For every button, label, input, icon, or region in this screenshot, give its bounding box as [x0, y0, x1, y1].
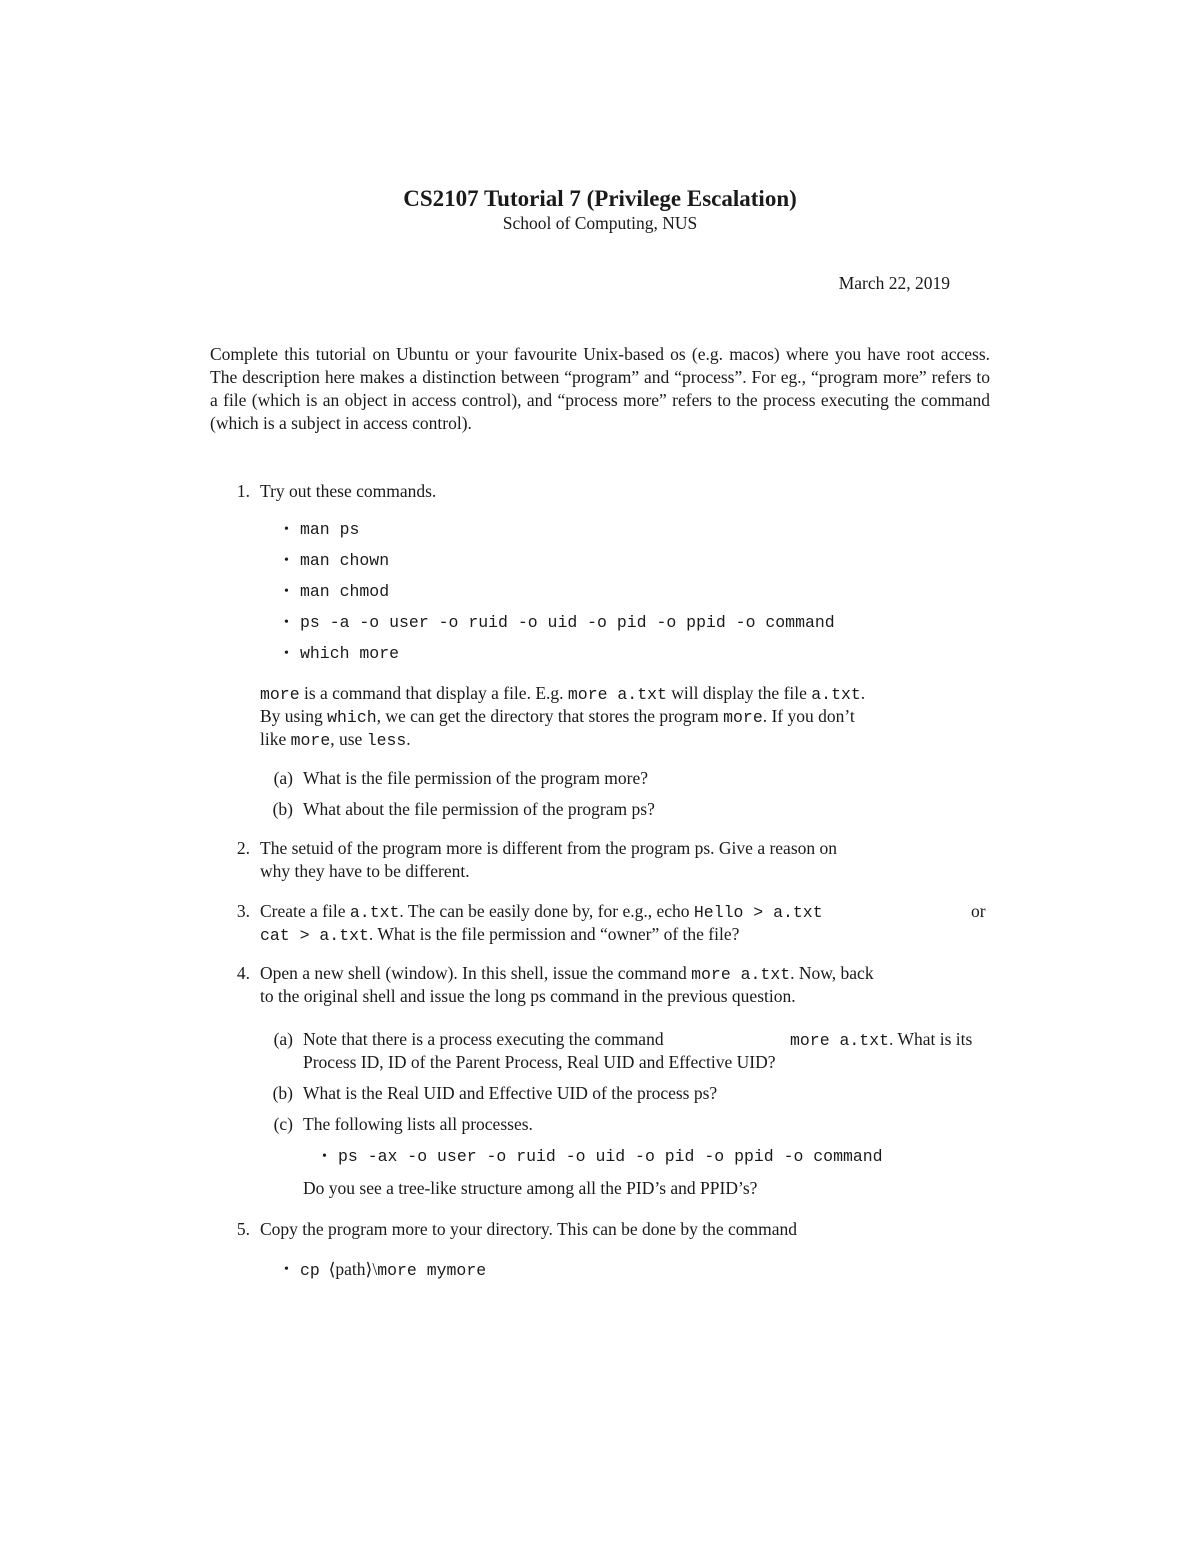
q1-note-line-1: more is a command that display a file. E.g. more a.txt will display the file a.txt.: [260, 683, 866, 704]
q3-number: 3.: [236, 901, 250, 921]
bullet-icon: •: [284, 522, 289, 537]
q2-line-2: why they have to be different.: [260, 861, 470, 881]
q4c-label: (c): [273, 1114, 293, 1134]
q1-note-line-3: like more, use less.: [260, 729, 411, 750]
q4c-command: ps -ax -o user -o ruid -o uid -o pid -o ppid -o command: [338, 1147, 883, 1166]
q1-note-line-2: By using which, we can get the directory that stores the program more. If you don’t: [260, 706, 855, 727]
document-title: CS2107 Tutorial 7 (Privilege Escalation): [403, 186, 797, 211]
q2-number: 2.: [236, 838, 250, 858]
q1b-label: (b): [272, 799, 293, 819]
q1-command-2: man chown: [300, 551, 390, 570]
intro-paragraph: Complete this tutorial on Ubuntu or your favourite Unix-based os (e.g. macos) where you have root access. The description here makes a distinction between “program” and “process”. For eg., “program more” refers to a file (which is an object in access control), and “process more” refers to the process executing the command (which is a subject in access control).: [210, 344, 990, 433]
q1-lead: Try out these commands.: [260, 481, 437, 501]
document-date: March 22, 2019: [838, 273, 950, 293]
bullet-icon: •: [284, 615, 289, 630]
bullet-icon: •: [284, 1262, 289, 1277]
q1-command-5: which more: [300, 644, 400, 663]
q4a-label: (a): [273, 1029, 293, 1049]
q1a-text: What is the file permission of the program more?: [303, 768, 649, 788]
document-subtitle: School of Computing, NUS: [502, 213, 698, 233]
q4-line-2: to the original shell and issue the long ps command in the previous question.: [260, 986, 796, 1006]
q5-number: 5.: [236, 1219, 250, 1239]
q4b-label: (b): [272, 1083, 293, 1103]
bullet-icon: •: [284, 584, 289, 599]
q1-command-3: man chmod: [300, 582, 390, 601]
q1a-label: (a): [273, 768, 293, 788]
q1-number: 1.: [236, 481, 250, 501]
bullet-icon: •: [322, 1149, 327, 1164]
q3-line-2: cat > a.txt. What is the file permission and “owner” of the file?: [260, 924, 740, 945]
q4-line-1: Open a new shell (window). In this shell, issue the command more a.txt. Now, back: [260, 963, 874, 984]
q1-command-1: man ps: [300, 520, 360, 539]
q4a-line-1: Note that there is a process executing the command: [303, 1029, 664, 1049]
q4c-after: Do you see a tree-like structure among all the PID’s and PPID’s?: [303, 1178, 758, 1198]
q4b-text: What is the Real UID and Effective UID of the process ps?: [303, 1083, 718, 1103]
q4a-command: more a.txt. What is its: [790, 1029, 973, 1050]
q1-command-4: ps -a -o user -o ruid -o uid -o pid -o ppid -o command: [300, 613, 835, 632]
q5-lead: Copy the program more to your directory. This can be done by the command: [260, 1219, 798, 1239]
q4a-line-2: Process ID, ID of the Parent Process, Real UID and Effective UID?: [303, 1052, 776, 1072]
q1b-text: What about the file permission of the program ps?: [303, 799, 655, 819]
bullet-icon: •: [284, 553, 289, 568]
q3-or: or: [971, 901, 986, 921]
bullet-icon: •: [284, 646, 289, 661]
q2-line-1: The setuid of the program more is different from the program ps. Give a reason on: [260, 838, 838, 858]
q4-number: 4.: [236, 963, 250, 983]
q5-command: cp ⟨path⟩\more mymore: [300, 1259, 487, 1280]
q3-line-1: Create a file a.txt. The can be easily done by, for e.g., echo Hello > a.txt: [260, 901, 823, 922]
q4c-text: The following lists all processes.: [303, 1114, 533, 1134]
